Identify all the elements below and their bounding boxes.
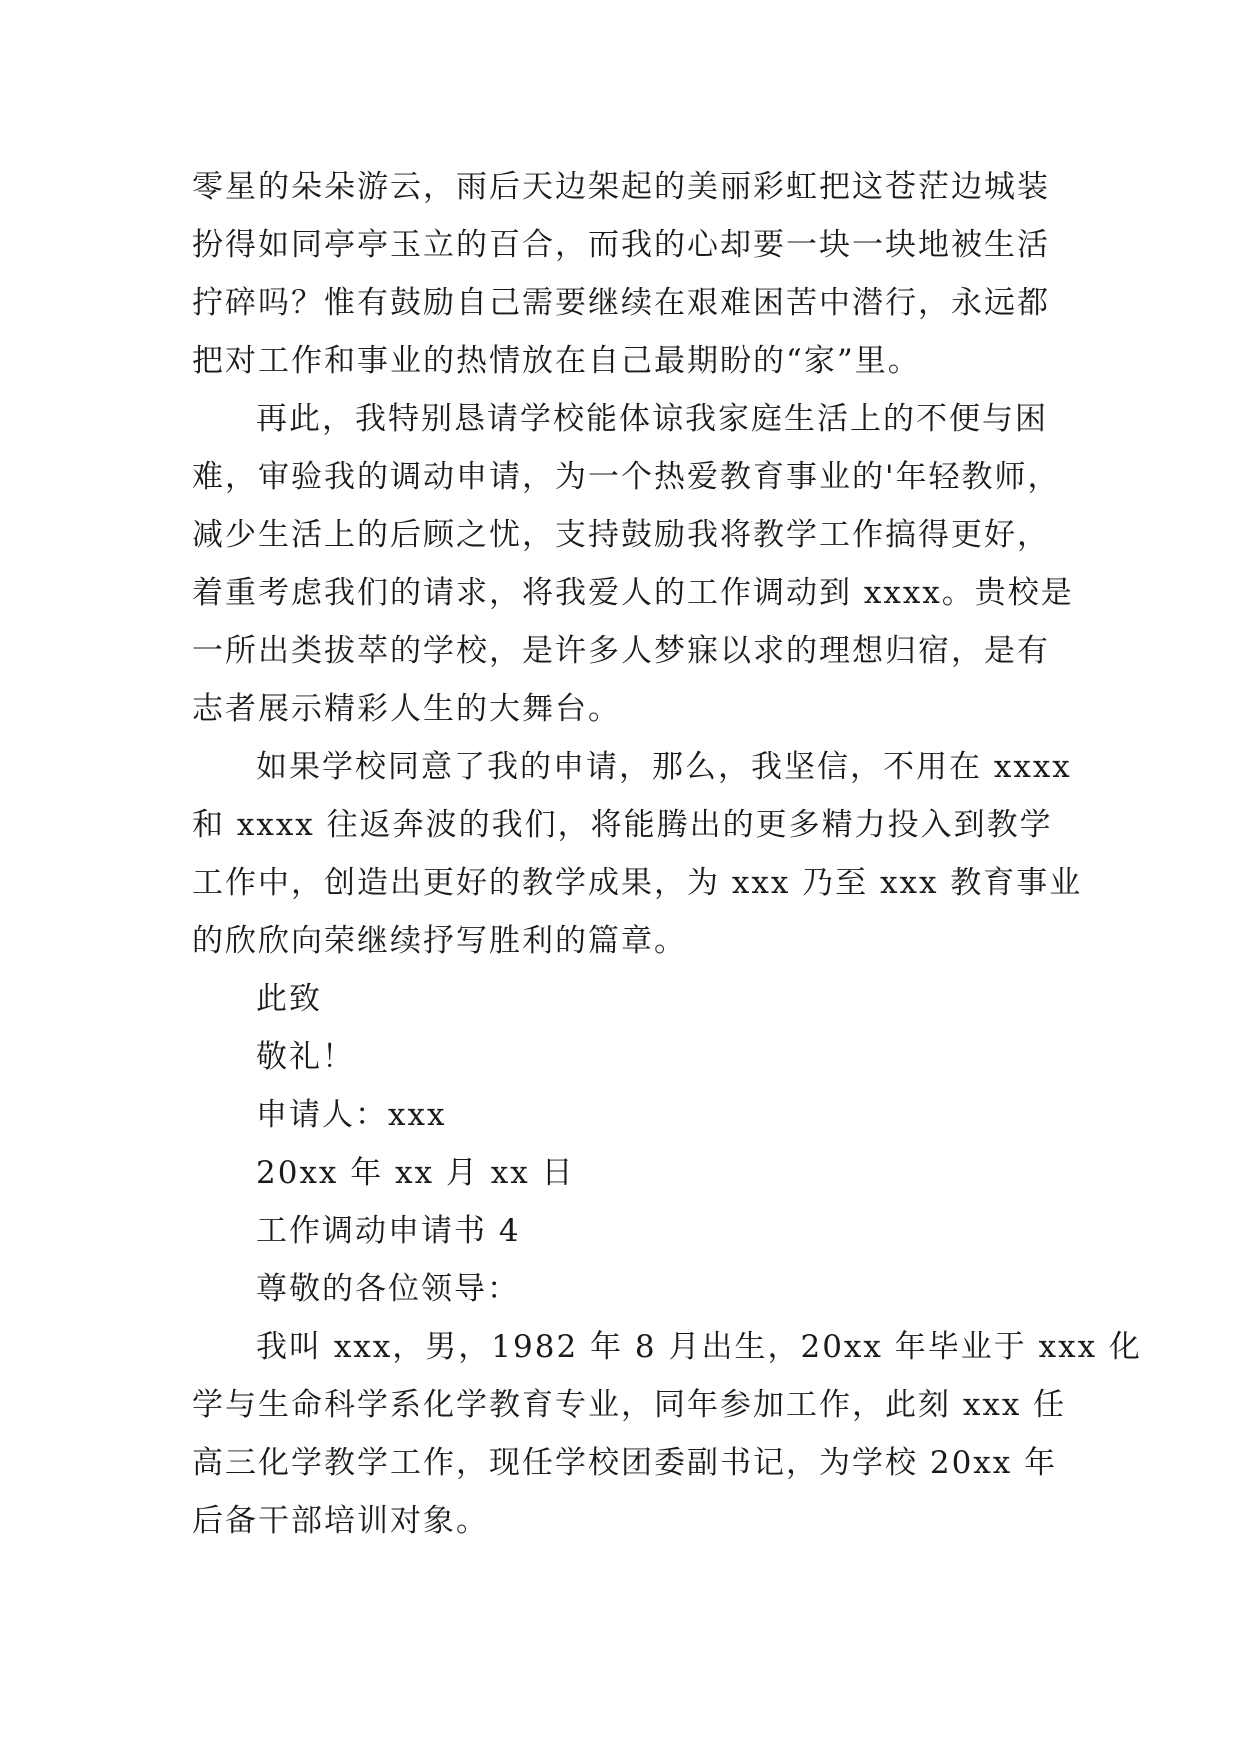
- paragraph-line: 零星的朵朵游云，雨后天边架起的美丽彩虹把这苍茫边城装: [192, 169, 1050, 205]
- paragraph-line: 扮得如同亭亭玉立的百合，而我的心却要一块一块地被生活: [192, 227, 1050, 263]
- paragraph-line: 如果学校同意了我的申请，那么，我坚信，不用在 xxxx: [256, 749, 1072, 785]
- paragraph-line: 志者展示精彩人生的大舞台。: [192, 691, 621, 727]
- paragraph-line: 后备干部培训对象。: [192, 1503, 489, 1539]
- date-line: 20xx 年 xx 月 xx 日: [256, 1155, 575, 1191]
- applicant-line: 申请人：xxx: [256, 1097, 447, 1133]
- paragraph-line: 难，审验我的调动申请，为一个热爱教育事业的'年轻教师，: [192, 459, 1061, 495]
- paragraph-line: 拧碎吗？惟有鼓励自己需要继续在艰难困苦中潜行，永远都: [192, 285, 1050, 321]
- salutation-line: 敬礼！: [256, 1039, 355, 1075]
- paragraph-line: 我叫 xxx，男，1982 年 8 月出生，20xx 年毕业于 xxx 化: [256, 1329, 1142, 1365]
- paragraph-line: 再此，我特别恳请学校能体谅我家庭生活上的不便与困: [256, 401, 1048, 437]
- document-body: [192, 158, 1142, 1550]
- paragraph-line: 着重考虑我们的请求，将我爱人的工作调动到 xxxx。贵校是: [192, 575, 1074, 611]
- paragraph-line: 和 xxxx 往返奔波的我们，将能腾出的更多精力投入到教学: [192, 807, 1053, 843]
- paragraph-line: 一所出类拔萃的学校，是许多人梦寐以求的理想归宿，是有: [192, 633, 1050, 669]
- paragraph-line: 高三化学教学工作，现任学校团委副书记，为学校 20xx 年: [192, 1445, 1058, 1481]
- closing-line: 此致: [256, 981, 322, 1017]
- paragraph-line: 减少生活上的后顾之忧，支持鼓励我将教学工作搞得更好，: [192, 517, 1050, 553]
- paragraph-line: 把对工作和事业的热情放在自己最期盼的“家”里。: [192, 343, 921, 379]
- paragraph-line: 工作中，创造出更好的教学成果，为 xxx 乃至 xxx 教育事业: [192, 865, 1083, 901]
- paragraph-line: 的欣欣向荣继续抒写胜利的篇章。: [192, 923, 687, 959]
- section-title: 工作调动申请书 4: [256, 1213, 521, 1249]
- greeting-line: 尊敬的各位领导：: [256, 1271, 520, 1307]
- paragraph-line: 学与生命科学系化学教育专业，同年参加工作，此刻 xxx 任: [192, 1387, 1067, 1423]
